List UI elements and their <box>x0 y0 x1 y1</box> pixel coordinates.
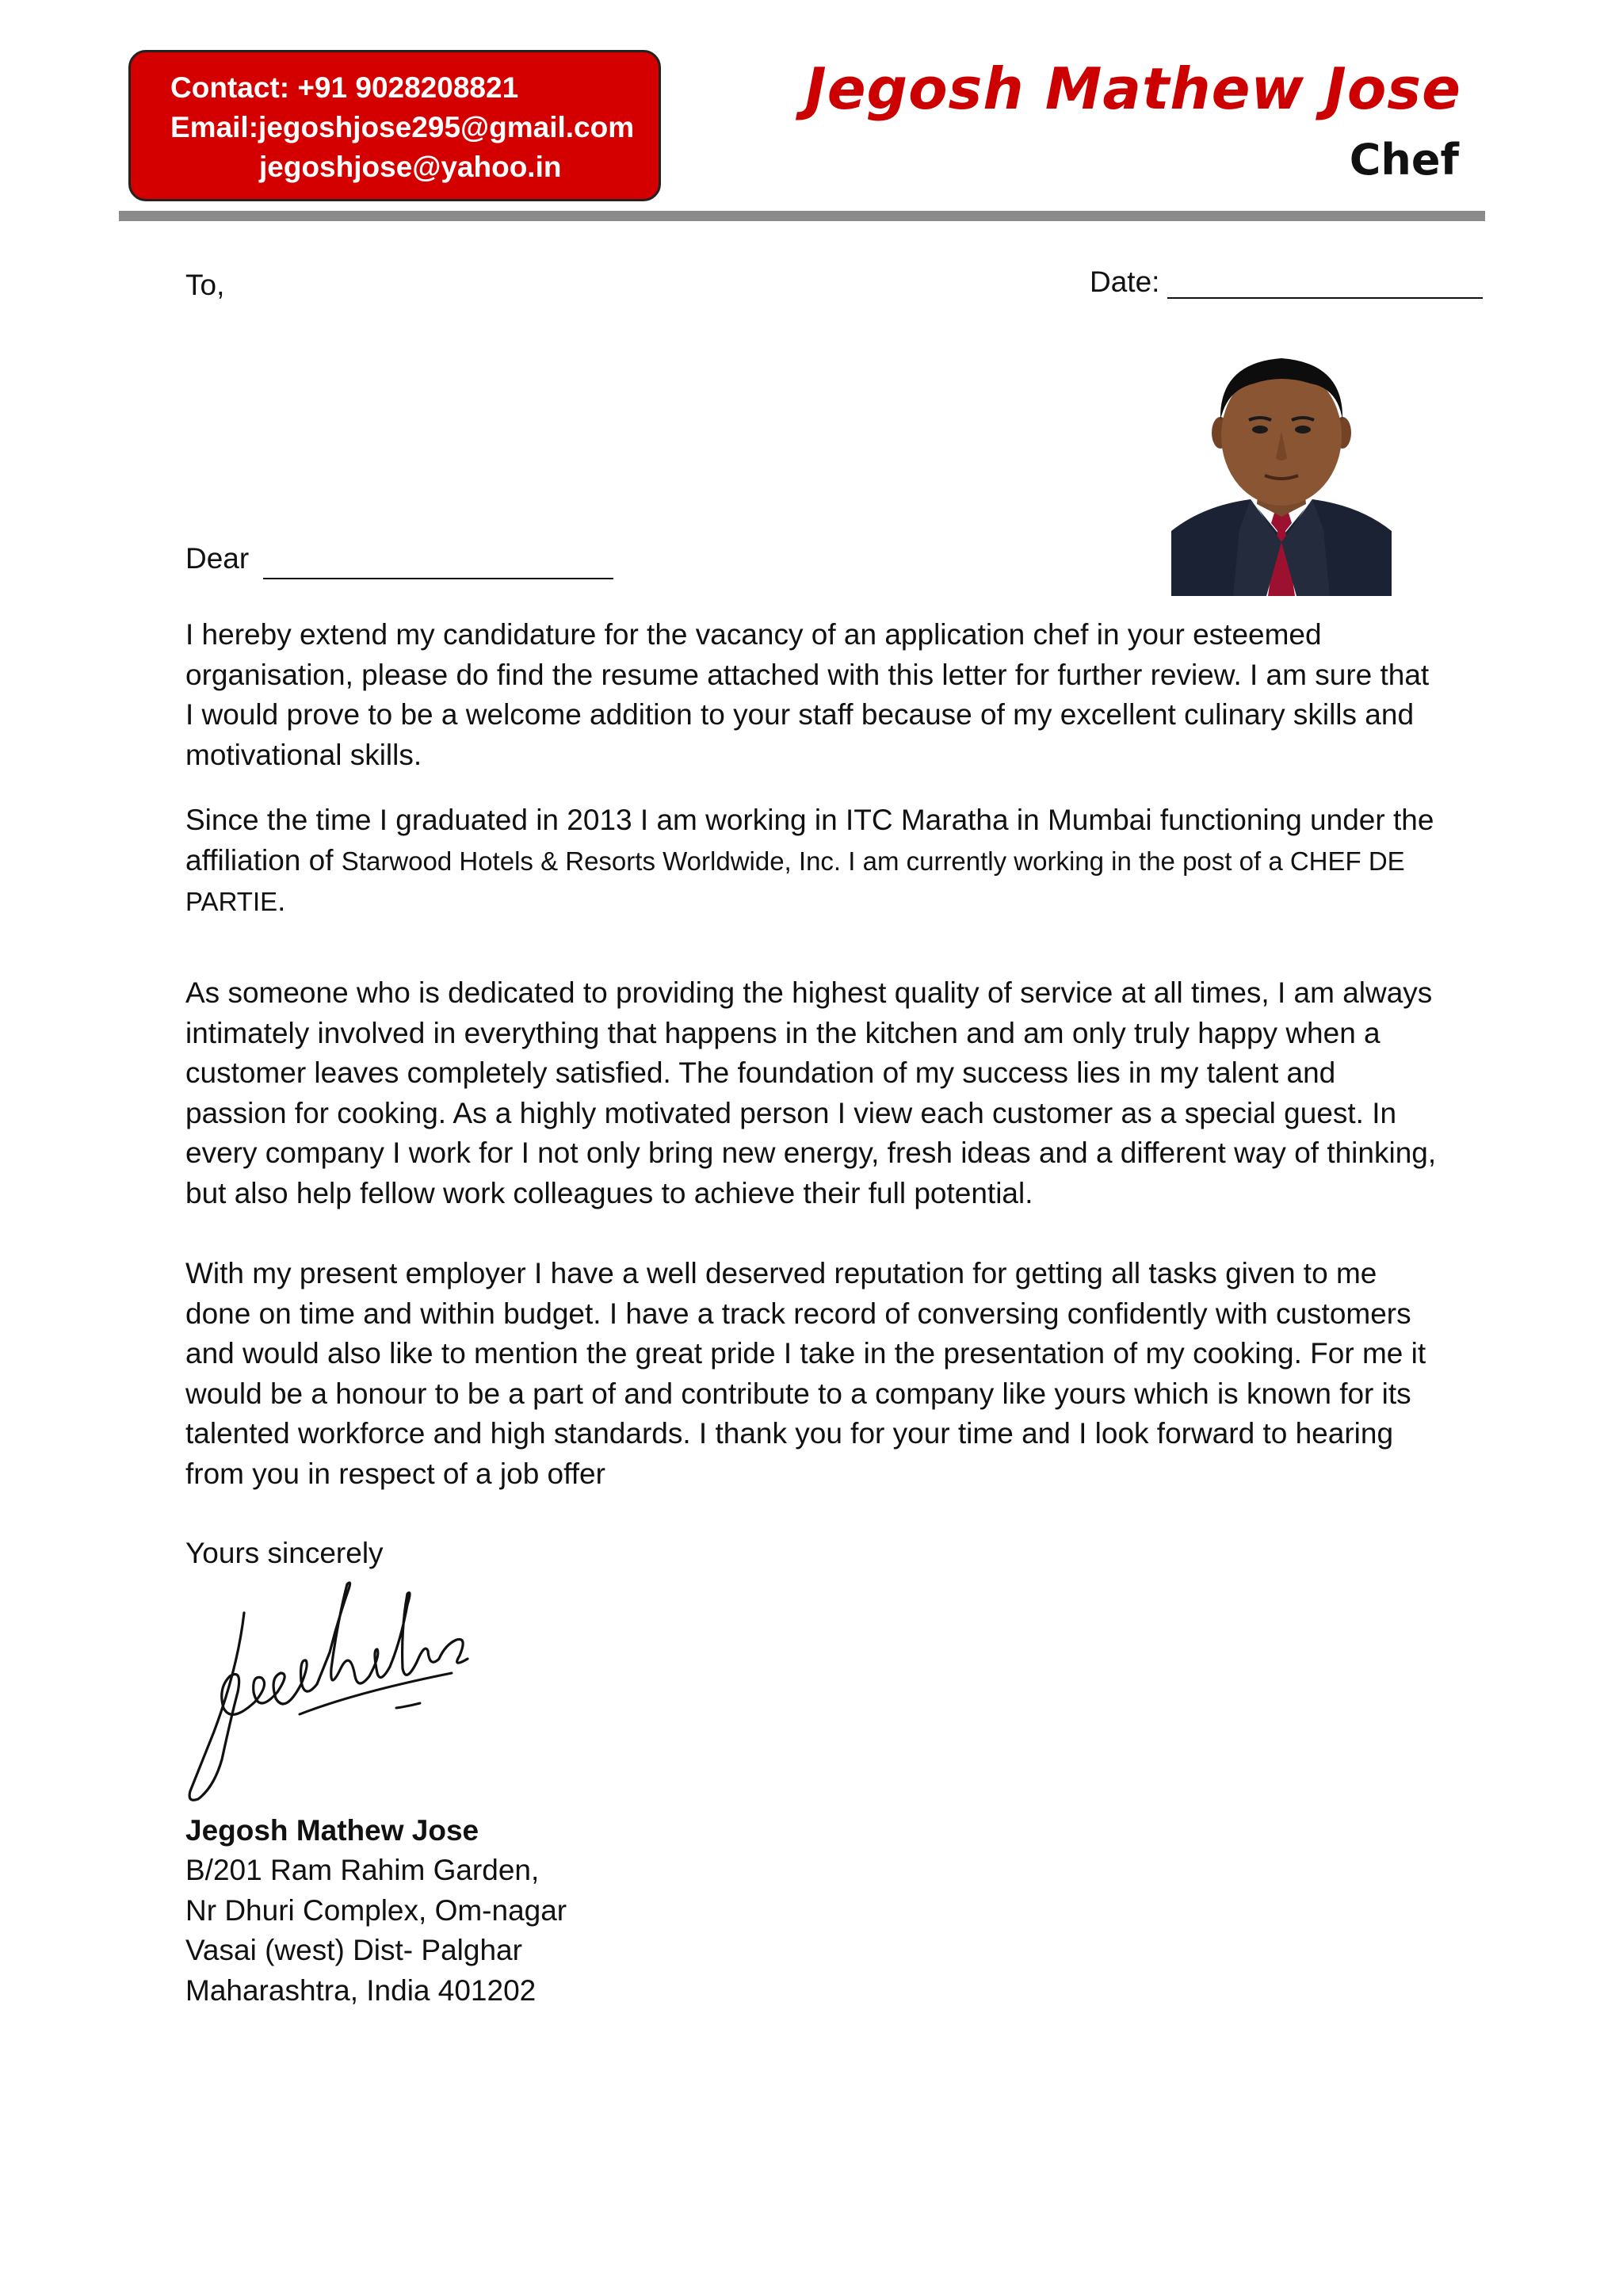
portrait-illustration <box>1171 347 1392 596</box>
recipient-blank <box>263 546 613 579</box>
date-label: Date: <box>1090 266 1160 298</box>
contact-email-alt: jegoshjose@yahoo.in <box>259 151 562 183</box>
dear-line <box>185 539 613 579</box>
sender-name: Jegosh Mathew Jose <box>185 1814 479 1847</box>
address-line: B/201 Ram Rahim Garden, <box>185 1854 540 1886</box>
signature <box>182 1573 499 1811</box>
paragraph-2 <box>185 800 1438 923</box>
contact-phone: Contact: +91 9028208821 <box>170 71 519 104</box>
to-line: To, <box>185 269 225 301</box>
applicant-name-heading: Jegosh Mathew Jose <box>804 55 1461 122</box>
paragraph-4: With my present employer I have a well deserved reputation for getting all tasks given to me done on time and within budget. I have a track record of conversing confidently with customers and would also like to mention the great pride I take in the presentation of my cooking. For me it would be a honour to be a part of and contribute to a company like yours which is known for its talented workforce and high standards. I thank you for your time and I look forward to hearing from you in respect of a job offer <box>185 1257 1426 1490</box>
sender-address <box>185 1851 567 2011</box>
date-line <box>1090 266 1483 299</box>
contact-box <box>128 50 661 201</box>
paragraph-2-main: Since the time I graduated in 2013 I am working in ITC Maratha in Mumbai functioning under the affiliation of <box>185 804 1434 877</box>
applicant-role: Chef <box>1349 135 1459 185</box>
paragraph-2-end: . <box>277 884 286 917</box>
applicant-photo <box>1171 347 1392 596</box>
closing: Yours sincerely <box>185 1537 384 1569</box>
address-line: Vasai (west) Dist- Palghar <box>185 1934 522 1966</box>
address-line: Maharashtra, India 401202 <box>185 1973 537 2007</box>
date-blank <box>1167 266 1483 299</box>
header-divider <box>119 211 1485 221</box>
paragraph-3: As someone who is dedicated to providing the highest quality of service at all times, I am always intimately involved in everything that happens in the kitchen and am only truly happy when a customer leaves completely satisfied. The foundation of my success lies in my talent and passion for cooking. As a highly motivated person I view each customer as a special guest. In every company I work for I not only bring new energy, fresh ideas and a different way of thinking, but also help fellow work colleagues to achieve their full potential. <box>185 976 1437 1209</box>
dear-label: Dear <box>185 542 250 575</box>
paragraph-2-small: Starwood Hotels & Resorts Worldwide, Inc. I am currently working in the post of a CHEF DE PARTIE <box>185 846 1405 916</box>
address-line: Nr Dhuri Complex, Om-nagar <box>185 1893 567 1927</box>
paragraph-1: I hereby extend my candidature for the vacancy of an application chef in your esteemed organisation, please do find the resume attached with this letter for further review. I am sure that I would prove to be a welcome addition to your staff because of my excellent culinary skills and motivational skills. <box>185 618 1430 771</box>
contact-email: Email:jegoshjose295@gmail.com <box>170 111 635 143</box>
